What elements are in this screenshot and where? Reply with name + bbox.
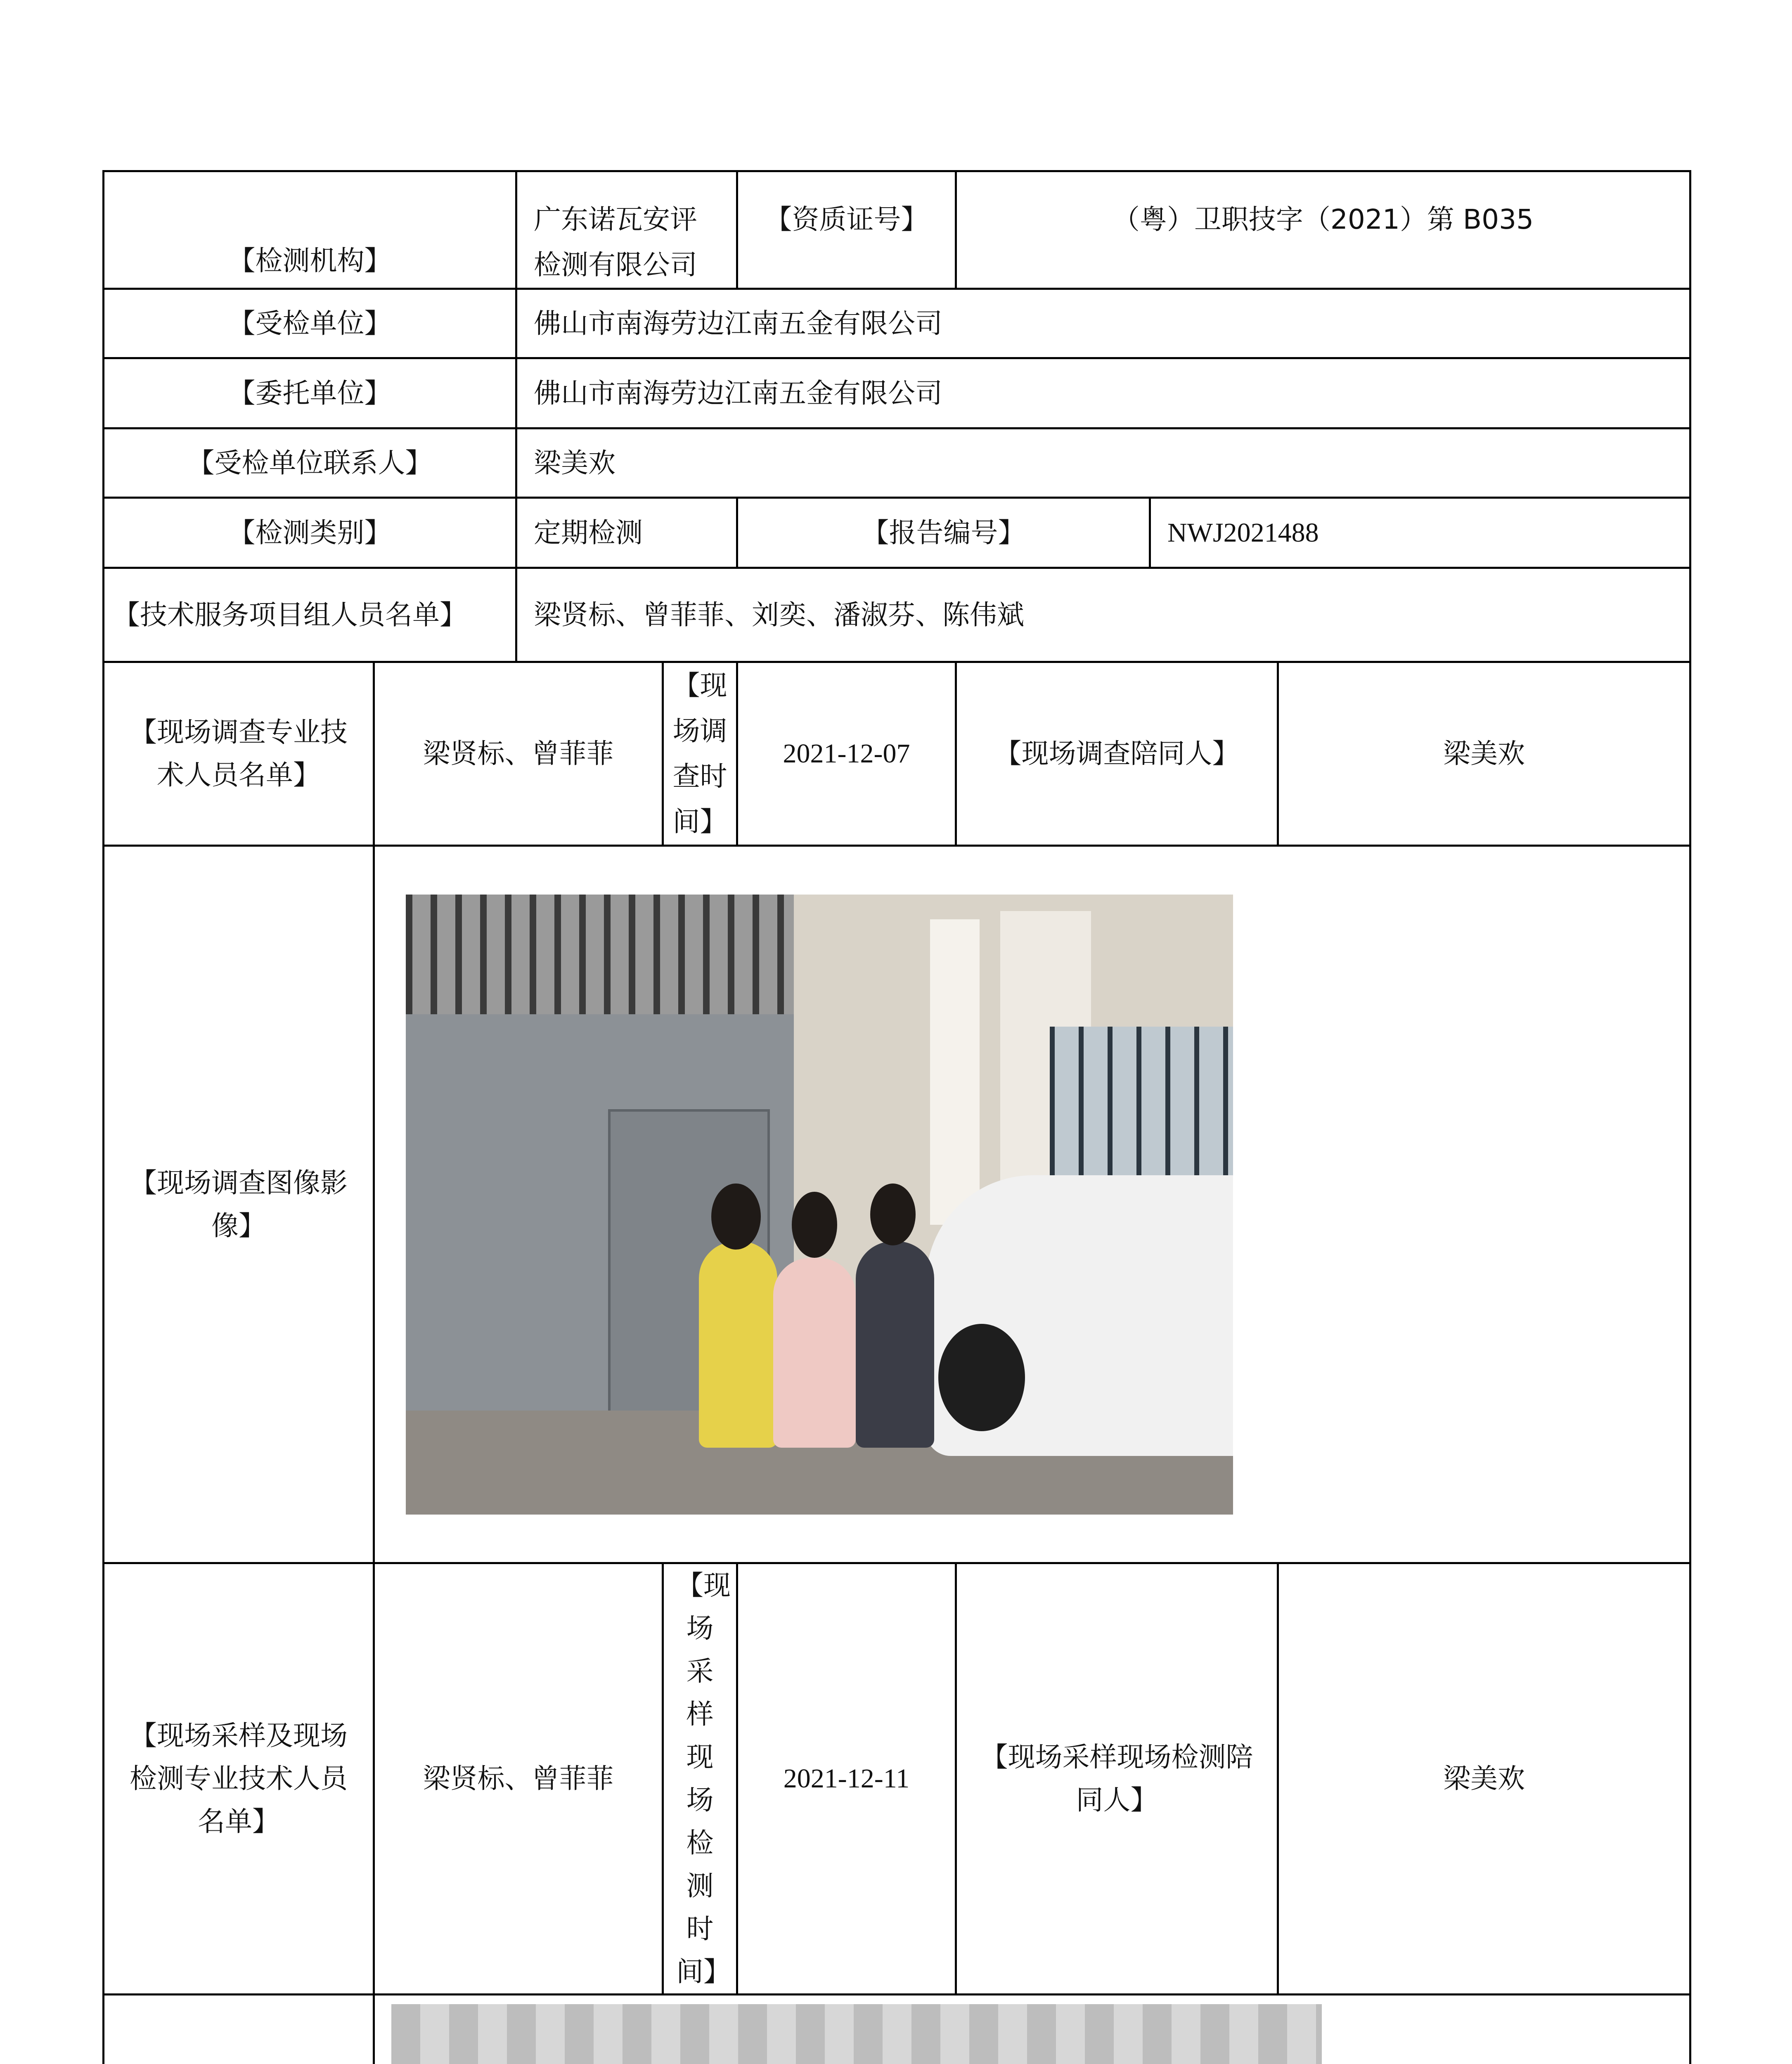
row-institution: [104, 171, 1690, 289]
survey-escort-label: 【现场调查陪同人】: [956, 662, 1278, 846]
sampling-escort-label: 【现场采样现场检测陪同人】: [956, 1563, 1278, 1995]
survey-staff-value: 梁贤标、曾菲菲: [374, 662, 663, 846]
sampling-time-value: 2021-12-11: [737, 1563, 956, 1995]
certificate-value: （粤）卫职技字（2021）第 B035: [956, 171, 1690, 289]
client-unit-value: 佛山市南海劳边江南五金有限公司: [516, 358, 1690, 428]
report-number-label: 【报告编号】: [737, 498, 1150, 568]
institution-value: 广东诺瓦安评检测有限公司: [516, 171, 737, 289]
survey-photo: [406, 895, 1233, 1515]
row-inspected-unit: [104, 289, 1690, 358]
survey-time-value: 2021-12-07: [737, 662, 956, 846]
contact-value: 梁美欢: [516, 428, 1690, 498]
contact-label: 【受检单位联系人】: [104, 428, 516, 498]
sampling-escort-value: 梁美欢: [1278, 1563, 1690, 1995]
sampling-staff-label: 【现场采样及现场检测专业技术人员名单】: [104, 1563, 374, 1995]
inspection-info-table: [102, 170, 1691, 2064]
sampling-staff-value: 梁贤标、曾菲菲: [374, 1563, 663, 1995]
survey-image-cell: [374, 846, 1690, 1563]
row-category: [104, 498, 1690, 568]
row-sampling: [104, 1563, 1690, 1995]
survey-image-label: 【现场调查图像影像】: [104, 846, 374, 1563]
team-label: 【技术服务项目组人员名单】: [104, 568, 516, 662]
survey-staff-label: 【现场调查专业技术人员名单】: [104, 662, 374, 846]
row-survey: [104, 662, 1690, 846]
sampling-photo: [391, 2004, 1322, 2064]
report-number-value: NWJ2021488: [1150, 498, 1690, 568]
client-unit-label: 【委托单位】: [104, 358, 516, 428]
certificate-label: 【资质证号】: [737, 171, 956, 289]
team-value: 梁贤标、曾菲菲、刘奕、潘淑芬、陈伟斌: [516, 568, 1690, 662]
category-label: 【检测类别】: [104, 498, 516, 568]
row-contact: [104, 428, 1690, 498]
inspected-unit-value: 佛山市南海劳边江南五金有限公司: [516, 289, 1690, 358]
survey-escort-value: 梁美欢: [1278, 662, 1690, 846]
institution-label: 【检测机构】: [104, 171, 516, 289]
inspected-unit-label: 【受检单位】: [104, 289, 516, 358]
survey-time-label: 【现场调查时间】: [663, 662, 737, 846]
row-survey-image: [104, 846, 1690, 1563]
row-team: [104, 568, 1690, 662]
sampling-image-cell: [374, 1995, 1690, 2064]
category-value: 定期检测: [516, 498, 737, 568]
row-sampling-image: [104, 1995, 1690, 2064]
row-client-unit: [104, 358, 1690, 428]
sampling-image-label: [104, 1995, 374, 2064]
sampling-time-label: 【现场采样现场检测时间】: [663, 1563, 737, 1995]
